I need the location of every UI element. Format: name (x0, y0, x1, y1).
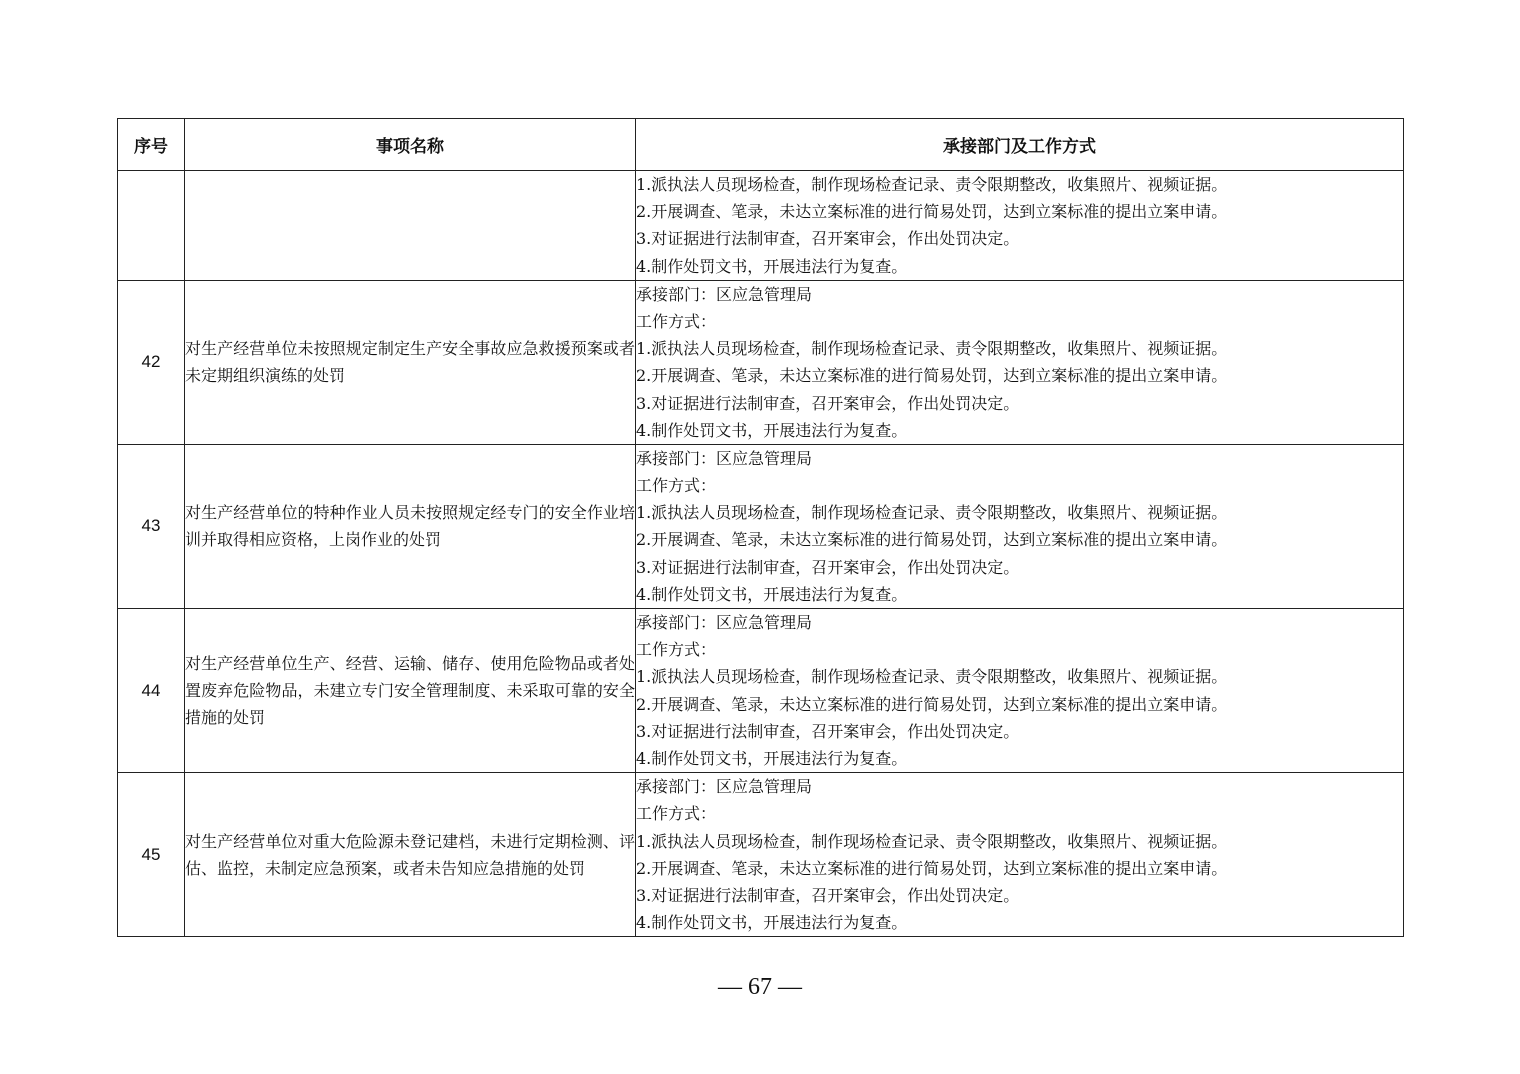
cell-seq: 43 (118, 444, 185, 608)
work-line: 1.派执法人员现场检查，制作现场检查记录、责令限期整改，收集照片、视频证据。 (636, 667, 1228, 687)
table-row (118, 444, 1404, 608)
work-line: 承接部门：区应急管理局 (636, 613, 813, 632)
cell-seq: 44 (118, 609, 185, 773)
work-line: 4.制作处罚文书，开展违法行为复查。 (636, 420, 908, 440)
header-name: 事项名称 (185, 119, 636, 171)
work-line: 承接部门：区应急管理局 (636, 284, 813, 304)
work-line: 4.制作处罚文书，开展违法行为复查。 (636, 584, 908, 604)
work-line: 3.对证据进行法制审查，召开案审会，作出处罚决定。 (636, 557, 1020, 577)
work-line: 4.制作处罚文书，开展违法行为复查。 (636, 256, 908, 276)
cell-work (636, 444, 1404, 608)
work-line: 承接部门：区应急管理局 (636, 448, 813, 468)
cell-work (636, 280, 1404, 444)
cell-name (185, 171, 636, 281)
table-row (118, 280, 1404, 444)
table-header-row (118, 119, 1404, 171)
work-line: 2.开展调查、笔录，未达立案标准的进行简易处罚，达到立案标准的提出立案申请。 (636, 366, 1228, 386)
work-line: 2.开展调查、笔录，未达立案标准的进行简易处罚，达到立案标准的提出立案申请。 (636, 694, 1228, 714)
work-line: 3.对证据进行法制审查，召开案审会，作出处罚决定。 (636, 229, 1020, 249)
work-line: 4.制作处罚文书，开展违法行为复查。 (636, 913, 908, 933)
cell-seq: 45 (118, 773, 185, 937)
work-line: 1.派执法人员现场检查，制作现场检查记录、责令限期整改，收集照片、视频证据。 (636, 831, 1228, 851)
cell-seq (118, 171, 185, 281)
work-line: 4.制作处罚文书，开展违法行为复查。 (636, 748, 908, 768)
cell-name: 对生产经营单位对重大危险源未登记建档，未进行定期检测、评估、监控，未制定应急预案，或者未告知应急措施的处罚 (185, 773, 636, 937)
cell-work (636, 609, 1404, 773)
work-line: 工作方式： (636, 476, 717, 496)
work-line: 3.对证据进行法制审查，召开案审会，作出处罚决定。 (636, 721, 1020, 741)
work-line: 1.派执法人员现场检查，制作现场检查记录、责令限期整改，收集照片、视频证据。 (636, 339, 1228, 359)
cell-name: 对生产经营单位未按照规定制定生产安全事故应急救援预案或者未定期组织演练的处罚 (185, 280, 636, 444)
cell-name: 对生产经营单位的特种作业人员未按照规定经专门的安全作业培训并取得相应资格，上岗作业的处罚 (185, 444, 636, 608)
cell-work (636, 171, 1404, 281)
work-line: 2.开展调查、笔录，未达立案标准的进行简易处罚，达到立案标准的提出立案申请。 (636, 202, 1228, 222)
work-line: 承接部门：区应急管理局 (636, 777, 813, 797)
work-line: 工作方式： (636, 311, 717, 331)
table-row (118, 773, 1404, 937)
page-number: — 67 — (718, 974, 802, 1000)
work-line: 2.开展调查、笔录，未达立案标准的进行简易处罚，达到立案标准的提出立案申请。 (636, 858, 1228, 878)
work-line: 工作方式： (636, 640, 717, 660)
work-line: 3.对证据进行法制审查，召开案审会，作出处罚决定。 (636, 393, 1020, 413)
cell-seq: 42 (118, 280, 185, 444)
work-line: 1.派执法人员现场检查，制作现场检查记录、责令限期整改，收集照片、视频证据。 (636, 175, 1228, 194)
work-line: 1.派执法人员现场检查，制作现场检查记录、责令限期整改，收集照片、视频证据。 (636, 503, 1228, 523)
matters-table (117, 118, 1404, 937)
work-line: 2.开展调查、笔录，未达立案标准的进行简易处罚，达到立案标准的提出立案申请。 (636, 530, 1228, 550)
work-line: 3.对证据进行法制审查，召开案审会，作出处罚决定。 (636, 885, 1020, 905)
cell-work (636, 773, 1404, 937)
header-seq: 序号 (118, 119, 185, 171)
table-row (118, 609, 1404, 773)
header-dept: 承接部门及工作方式 (636, 119, 1404, 171)
work-line: 工作方式： (636, 804, 717, 824)
table-row-continued (118, 171, 1404, 281)
cell-name: 对生产经营单位生产、经营、运输、储存、使用危险物品或者处置废弃危险物品，未建立专门安全管理制度、未采取可靠的安全措施的处罚 (185, 609, 636, 773)
